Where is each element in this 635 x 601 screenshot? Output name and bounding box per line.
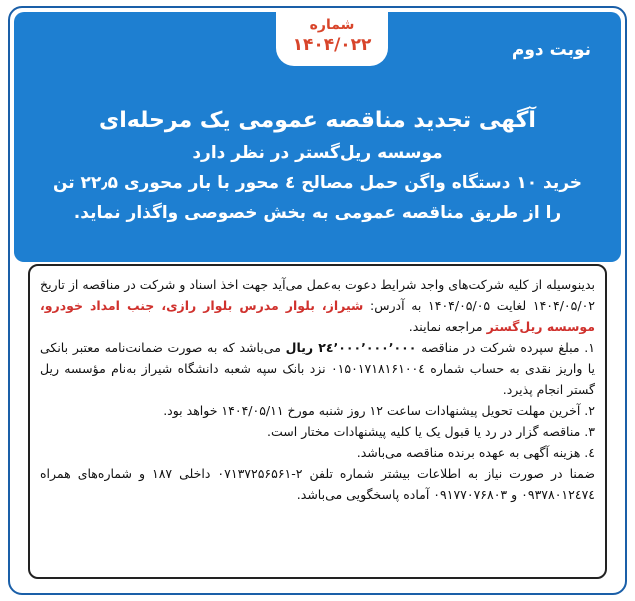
notice-subject-line2: را از طریق مناقصه عمومی به بخش خصوصی واگذار نماید. — [73, 203, 562, 223]
round-label: نوبت دوم — [511, 40, 591, 60]
address-text: شیراز، بلوار مدرس بلوار رازی، جنب امداد خودرو، موسسه ریل‌گستر — [40, 298, 595, 334]
item-rights: ۳. مناقصه گزار در رد یا قبول یک یا کلیه پیشنهادات مختار است. — [267, 424, 595, 439]
item1-text: ۱. مبلغ سپرده شرکت در مناقصه — [421, 340, 596, 355]
notice-title: آگهی تجدید مناقصه عمومی یک مرحله‌ای — [99, 108, 536, 133]
headline — [28, 104, 607, 228]
item-fee: ٤. هزینه آگهی به عهده برنده مناقصه می‌باشد. — [356, 445, 595, 460]
header-panel — [14, 12, 621, 262]
notice-subject-line1: خرید ۱۰ دستگاه واگن حمل مصالح ٤ محور با بار محوری ۲۲٫۵ تن — [52, 173, 583, 193]
notice-subtitle: موسسه ریل‌گستر در نظر دارد — [192, 143, 443, 163]
notice-frame — [8, 6, 627, 595]
item-deadline: ۲. آخرین مهلت تحویل پیشنهادات ساعت ۱۲ روز شنبه مورخ ۱۴۰۴/۰۵/۱۱ خواهد بود. — [163, 403, 595, 418]
intro-paragraph — [40, 274, 595, 337]
intro-text-end: مراجعه نمایند. — [408, 319, 483, 334]
number-value: ۱۴۰۴/۰۲۲ — [292, 35, 372, 55]
item1-text-end: می‌باشد که به صورت ضمانت‌نامه معتبر بانکی یا واریز نقدی به حساب شماره ۰۱۵۰۱۷۱۸۱۶۱۰۰٤ نزد بانک سپه شعبه دانشگاه شیراز به‌نام مؤسسه ریل گستر انجام پذیرد. — [40, 340, 595, 397]
contact-paragraph: ضمنا در صورت نیاز به اطلاعات بیشتر شماره تلفن ۲-۰۷۱۳۷۲۵۶۵۶۱ داخلی ۱۸۷ و شماره‌های همراه ۰۹۳۷۸۰۱۲٤۷٤ و ۰۹۱۷۷۰۷۶۸۰۳ آماده پاسخگویی می‌باشد. — [40, 466, 595, 502]
number-label: شماره — [309, 17, 355, 33]
notice-body — [28, 264, 607, 579]
intro-text: بدینوسیله از کلیه شرکت‌های واجد شرایط دعوت به‌عمل می‌آید جهت اخذ اسناد و شرکت در مناقصه از تاریخ ۱۴۰۴/۰۵/۰۲ لغایت ۱۴۰۴/۰۵/۰۵ به آدرس: — [40, 277, 595, 313]
number-badge — [276, 12, 388, 66]
deposit-amount: ۲٤٬۰۰۰٬۰۰۰٬۰۰۰ ریال — [285, 340, 417, 355]
item-deposit — [40, 337, 595, 400]
